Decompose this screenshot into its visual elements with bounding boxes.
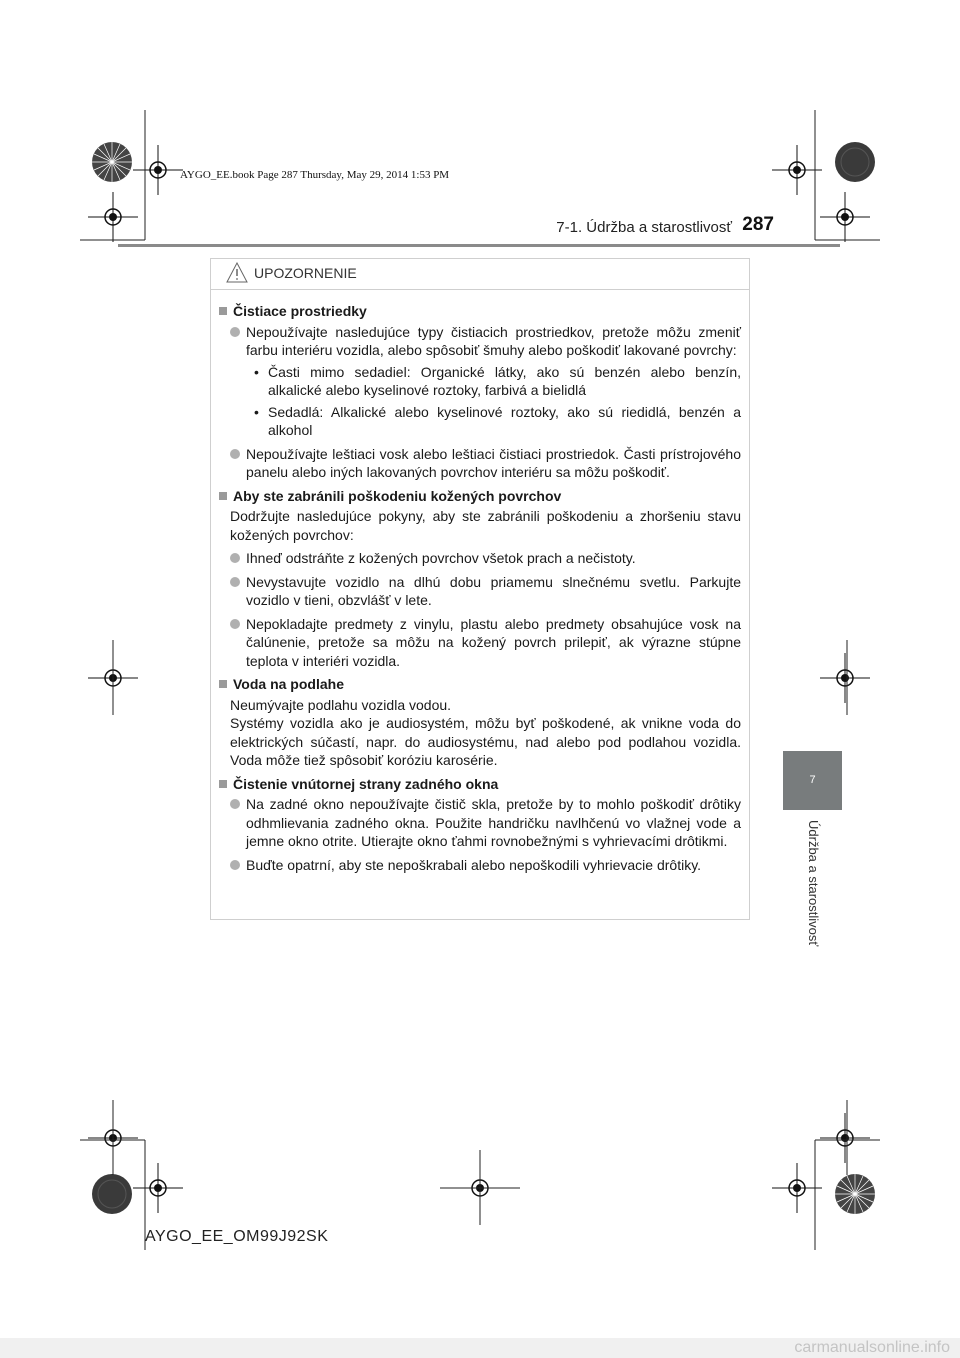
list-item [230,795,741,851]
warning-body [211,290,749,874]
list-item-content [246,323,741,440]
dot-bullet-icon: • [254,403,259,420]
sub-item [254,403,741,440]
chapter-number: 7 [809,774,816,786]
section-heading [219,775,741,794]
circle-bullet-icon [230,553,240,563]
warning-box [210,258,750,920]
list-item [230,615,741,671]
circle-bullet-icon [230,860,240,870]
paragraph: Neumývajte podlahu vozidla vodou. [230,696,452,713]
watermark-site: carmanualsonline.info [794,1339,950,1356]
square-bullet-icon [219,780,227,788]
circle-bullet-icon [230,577,240,587]
list-item-text: Nevystavujte vozidlo na dlhú dobu priamemu slnečnému svetlu. Parkujte vozidlo v tieni, obzvlášť v lete. [246,573,741,608]
list-item-text: Na zadné okno nepoužívajte čistič skla, pretože by to mohlo poškodiť drôtiky odhmlievania zadného okna. Použite handričku navlhčenú vo vlažnej vode a jemne okno otrite. Utierajte okno ťahmi rovnobežnými s vyhrievacími drôtikmi. [246,796,741,849]
sub-item-text: Časti mimo sedadiel: Organické látky, ako sú benzén alebo benzín, alkalické alebo kyselinové roztoky, farbivá a bielidlá [268,363,741,398]
list-item [230,549,741,568]
chapter-side-label: Údržba a starostlivosť [806,820,821,947]
book-info-line: AYGO_EE.book Page 287 Thursday, May 29, 2014 1:53 PM [180,169,450,181]
sub-item-text: Sedadlá: Alkalické alebo kyselinové roztoky, ako sú riedidlá, benzén a alkohol [268,403,741,438]
section-heading [219,487,741,506]
warning-section [219,302,741,482]
circle-bullet-icon [230,619,240,629]
section-heading-text: Voda na podlahe [233,676,344,692]
list-item [230,323,741,440]
watermark-bar [0,1338,960,1358]
warning-section [219,487,741,671]
circle-bullet-icon [230,799,240,809]
warning-header [211,259,749,290]
header-rule [118,244,840,247]
list-item [230,856,741,875]
list-item-text: Buďte opatrní, aby ste nepoškrabali alebo nepoškodili vyhrievacie drôtiky. [246,856,702,873]
list-item [230,573,741,610]
warning-section [219,675,741,770]
warning-title: UPOZORNENIE [254,265,357,281]
warning-triangle-icon [226,262,248,284]
list-item-text: Nepoužívajte leštiaci vosk alebo leštiaci čistiaci prostriedok. Časti prístrojového panelu alebo iných lakovaných povrchov interiéru sa môžu poškodiť. [246,445,741,480]
paragraph: Systémy vozidla ako je audiosystém, môžu byť poškodené, ak vnikne voda do elektrických súčastí, napr. do audiosystému, nad alebo pod podlahou vozidla. Voda môže tiež spôsobiť koróziu karosérie. [230,715,741,768]
section-heading [219,302,741,321]
circle-bullet-icon [230,327,240,337]
dot-bullet-icon: • [254,363,259,380]
page-number: 287 [742,214,774,235]
square-bullet-icon [219,680,227,688]
section-heading-text: Čistenie vnútornej strany zadného okna [233,775,499,792]
square-bullet-icon [219,307,227,315]
section-heading-text: Aby ste zabránili poškodeniu kožených povrchov [233,487,562,504]
running-header-section: 7-1. Údržba a starostlivosť [556,219,732,236]
list-item-text: Ihneď odstráňte z kožených povrchov všetok prach a nečistoty. [246,550,636,566]
list-item [230,445,741,482]
document-code: AYGO_EE_OM99J92SK [145,1228,329,1245]
section-heading-text: Čistiace prostriedky [233,303,367,319]
list-item-text: Nepoužívajte nasledujúce typy čistiacich prostriedkov, pretože môžu zmeniť farbu interiéru vozidla, alebo spôsobiť šmuhy alebo poškodiť lakované povrchy: [246,323,741,358]
square-bullet-icon [219,492,227,500]
warning-section [219,775,741,875]
section-lead: Dodržujte nasledujúce pokyny, aby ste zabránili poškodeniu a zhoršeniu stavu kožených povrchov: [230,508,741,543]
section-heading [219,675,741,694]
list-item-text: Nepokladajte predmety z vinylu, plastu alebo predmety obsahujúce vosk na čalúnenie, pretože sa môžu na kožený povrch prilepiť, ak výrazne stúpne teplota v interiéri vozidla. [246,615,741,669]
sub-item [254,363,741,400]
circle-bullet-icon [230,449,240,459]
chapter-tab [783,751,842,810]
